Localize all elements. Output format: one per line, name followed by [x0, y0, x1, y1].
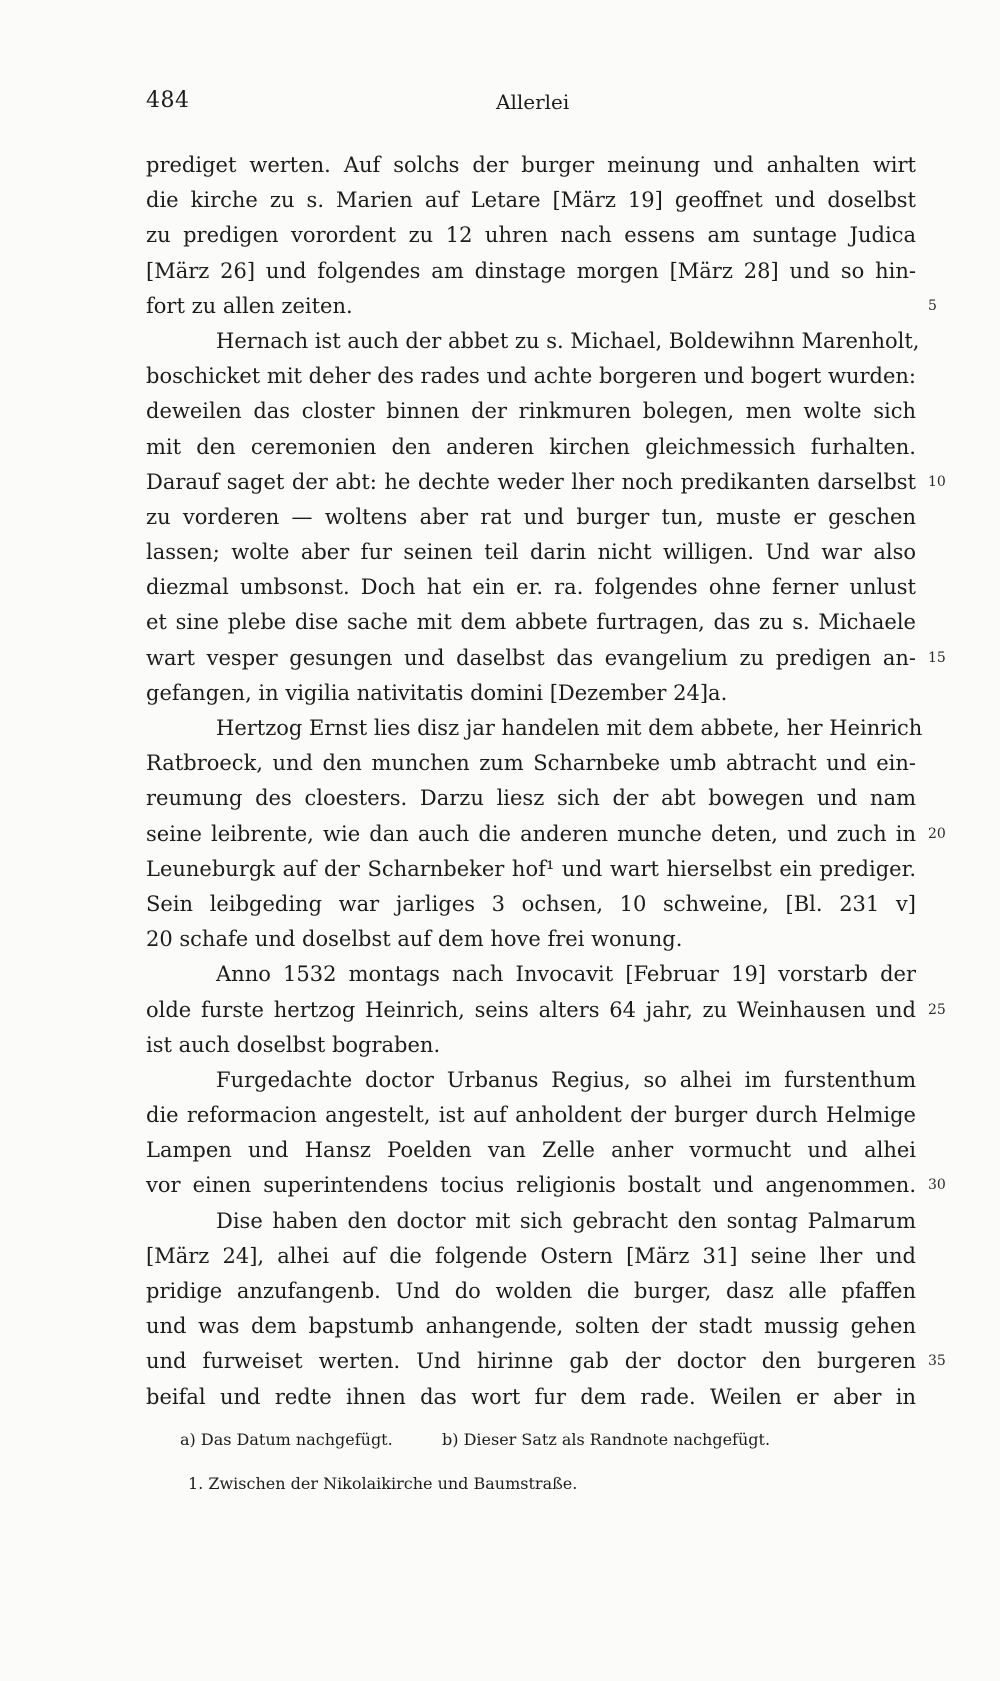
body-text	[146, 148, 946, 1415]
line-text: die kirche zu s. Marien auf Letare [März 19] geoffnet und doselbst	[146, 188, 916, 213]
footnote-1: 1. Zwischen der Nikolaikirche und Baumstraße.	[188, 1474, 578, 1493]
text-line	[146, 254, 916, 289]
line-number: 25	[928, 1001, 946, 1018]
line-text: prediget werten. Auf solchs der burger meinung und anhalten wirt	[146, 153, 916, 177]
text-line	[146, 1098, 916, 1133]
line-text: diezmal umbsonst. Doch hat ein er. ra. folgendes ohne ferner unlust	[146, 575, 916, 600]
line-text: reumung des cloesters. Darzu liesz sich der abt bowegen und nam	[146, 786, 916, 811]
line-text: Sein leibgeding war jarliges 3 ochsen, 10 schweine, [Bl. 231 v]	[146, 891, 916, 916]
text-line	[146, 605, 916, 640]
text-line	[146, 148, 916, 183]
text-line	[146, 1239, 916, 1274]
line-text: wart vesper gesungen und daselbst das evangelium zu predigen an-	[146, 645, 916, 670]
footnote-b: b) Dieser Satz als Randnote nachgefügt.	[442, 1430, 771, 1449]
page-number: 484	[146, 88, 190, 113]
line-text: gefangen, in vigilia nativitatis domini [Dezember 24]a.	[146, 680, 728, 705]
text-line	[146, 289, 937, 324]
line-text: vor einen superintendens tocius religionis bostalt und angenommen.	[146, 1173, 916, 1198]
text-line	[146, 641, 946, 676]
line-text: lassen; wolte aber fur seinen teil darin nicht willigen. Und war also	[146, 540, 916, 565]
text-line	[146, 465, 946, 500]
line-text: mit den ceremonien den anderen kirchen gleichmessich furhalten.	[146, 434, 916, 459]
running-title: Allerlei	[496, 90, 570, 114]
text-line	[146, 1168, 946, 1203]
line-number: 35	[928, 1353, 946, 1370]
commentary-notes-row	[146, 1462, 916, 1506]
text-line	[146, 817, 946, 852]
text-line	[146, 993, 946, 1028]
text-line	[146, 676, 916, 711]
line-number: 5	[928, 297, 937, 314]
line-text: und was dem bapstumb anhangende, solten der stadt mussig gehen	[146, 1314, 916, 1339]
text-line	[146, 570, 916, 605]
line-number: 15	[928, 649, 946, 666]
text-line	[146, 1133, 916, 1168]
line-number: 30	[928, 1177, 946, 1194]
text-line	[146, 183, 916, 218]
text-line	[146, 535, 916, 570]
line-number: 10	[928, 473, 946, 490]
text-line	[146, 1204, 916, 1239]
text-line	[146, 1028, 916, 1063]
footnotes	[146, 1418, 916, 1506]
line-text: Darauf saget der abt: he dechte weder lher noch predikanten darselbst	[146, 469, 916, 494]
line-text: seine leibrente, wie dan auch die anderen munche deten, und zuch in	[146, 821, 916, 846]
line-text: [März 24], alhei auf die folgende Ostern [März 31] seine lher und	[146, 1243, 916, 1268]
text-line	[146, 1274, 916, 1309]
text-line	[146, 218, 916, 253]
line-text: zu vorderen — woltens aber rat und burger tun, muste er geschen	[146, 504, 916, 529]
page-header	[146, 88, 916, 128]
line-text: deweilen das closter binnen der rinkmuren bolegen, men wolte sich	[146, 399, 916, 424]
line-text: Lampen und Hansz Poelden van Zelle anher vormucht und alhei	[146, 1138, 916, 1163]
footnote-a: a) Das Datum nachgefügt.	[180, 1430, 393, 1449]
line-text: pridige anzufangenb. Und do wolden die burger, dasz alle pfaffen	[146, 1279, 916, 1303]
text-line	[146, 324, 920, 359]
editorial-notes-row	[146, 1418, 916, 1462]
text-line	[146, 922, 916, 957]
line-text: Hernach ist auch der abbet zu s. Michael, Boldewihnn Marenholt,	[216, 328, 920, 353]
text-line	[146, 359, 916, 394]
text-line	[146, 394, 916, 429]
text-line	[146, 746, 916, 781]
text-line	[146, 500, 916, 535]
line-text: et sine plebe dise sache mit dem abbete furtragen, das zu s. Michaele	[146, 610, 916, 635]
line-text: Furgedachte doctor Urbanus Regius, so alhei im furstenthum	[216, 1067, 916, 1092]
line-text: Ratbroeck, und den munchen zum Scharnbeke umb abtracht und ein-	[146, 751, 916, 776]
text-line	[146, 887, 916, 922]
line-text: Hertzog Ernst lies disz jar handelen mit dem abbete, her Heinrich	[216, 716, 923, 740]
line-text: boschicket mit deher des rades und achte borgeren und bogert wurden:	[146, 364, 916, 389]
line-text: Anno 1532 montags nach Invocavit [Februar 19] vorstarb der	[216, 962, 916, 987]
line-text: fort zu allen zeiten.	[146, 293, 353, 318]
line-text: olde furste hertzog Heinrich, seins alters 64 jahr, zu Weinhausen und	[146, 997, 916, 1022]
line-text: ist auch doselbst bograben.	[146, 1032, 441, 1057]
text-line	[146, 430, 916, 465]
line-text: Dise haben den doctor mit sich gebracht den sontag Palmarum	[216, 1208, 916, 1233]
text-line	[146, 1344, 946, 1379]
line-text: die reformacion angestelt, ist auf anholdent der burger durch Helmige	[146, 1103, 916, 1128]
text-line	[146, 852, 916, 887]
line-text: beifal und redte ihnen das wort fur dem rade. Weilen er aber in	[146, 1384, 916, 1409]
line-text: zu predigen vorordent zu 12 uhren nach essens am suntage Judica	[146, 223, 916, 248]
text-line	[146, 1309, 916, 1344]
line-text: und furweiset werten. Und hirinne gab der doctor den burgeren	[146, 1349, 916, 1374]
line-text: 20 schafe und doselbst auf dem hove frei wonung.	[146, 927, 683, 952]
text-line	[146, 781, 916, 816]
line-text: Leuneburgk auf der Scharnbeker hof¹ und wart hierselbst ein prediger.	[146, 856, 916, 881]
text-line	[146, 957, 916, 992]
text-line	[146, 711, 923, 746]
line-number: 20	[928, 825, 946, 842]
line-text: [März 26] und folgendes am dinstage morgen [März 28] und so hin-	[146, 258, 916, 283]
text-line	[146, 1380, 916, 1415]
text-line	[146, 1063, 916, 1098]
